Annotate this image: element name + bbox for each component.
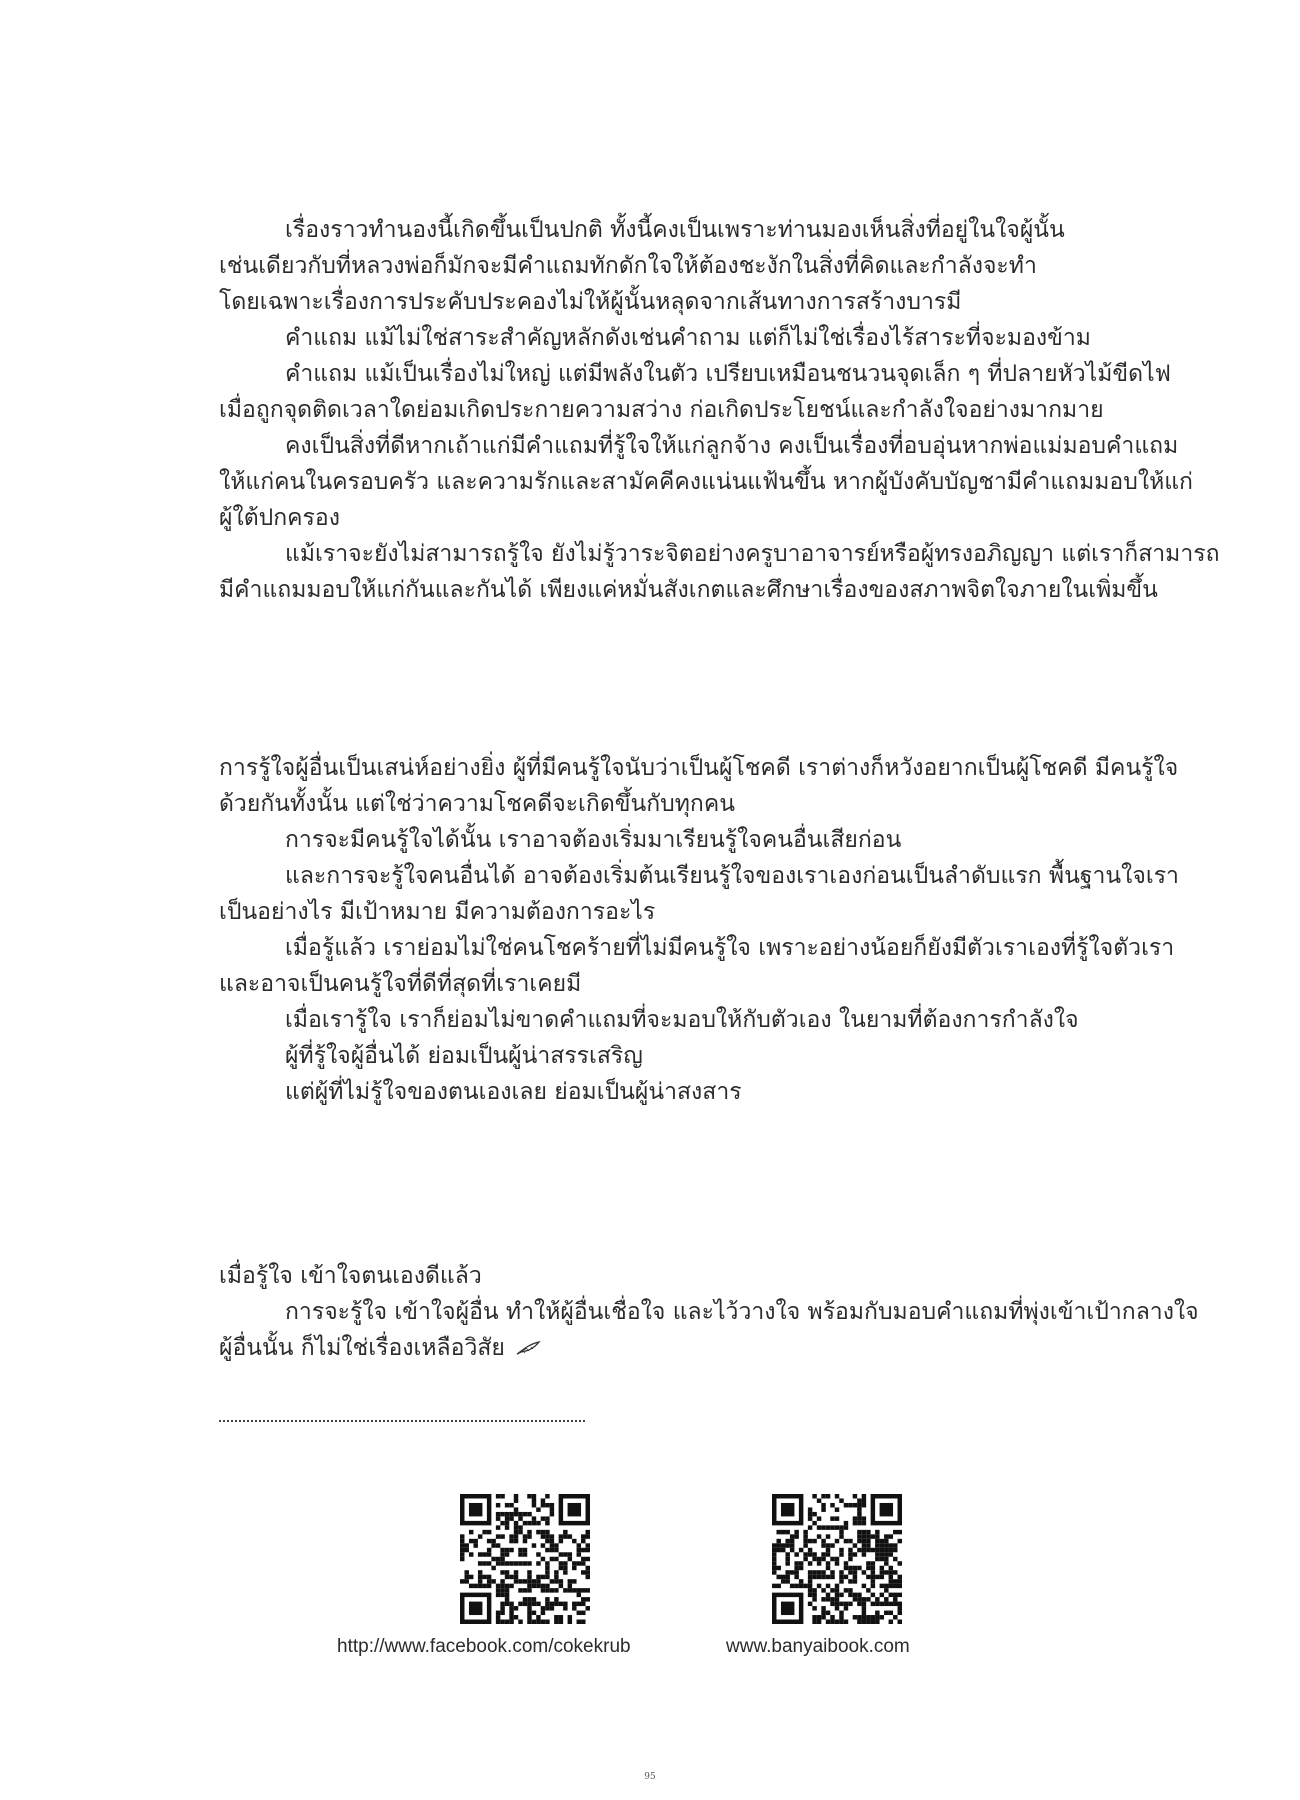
- paragraph-line: การรู้ใจผู้อื่นเป็นเสน่ห์อย่างยิ่ง ผู้ที่มีคนรู้ใจนับว่าเป็นผู้โชคดี เราต่างก็หวังอยากเป็นผู้โชคดี มีคนรู้ใจ: [219, 755, 1179, 781]
- paragraph-line: คงเป็นสิ่งที่ดีหากเถ้าแก่มีคำแถมที่รู้ใจให้แก่ลูกจ้าง คงเป็นเรื่องที่อบอุ่นหากพ่อแม่มอบคำแถม: [285, 433, 1179, 459]
- qr-code-icon: [772, 1494, 902, 1624]
- paragraph-line: การจะรู้ใจ เข้าใจผู้อื่น ทำให้ผู้อื่นเชื่อใจ และไว้วางใจ พร้อมกับมอบคำแถมที่พุ่งเข้าเป้ากลางใจ: [285, 1299, 1199, 1325]
- paragraph-line: มีคำแถมมอบให้แก่กันและกันได้ เพียงแค่หมั่นสังเกตและศึกษาเรื่องของสภาพจิตใจภายในเพิ่มขึ้น: [219, 577, 1158, 603]
- paragraph-line: เมื่อรู้แล้ว เราย่อมไม่ใช่คนโชคร้ายที่ไม่มีคนรู้ใจ เพราะอย่างน้อยก็ยังมีตัวเราเองที่รู้ใจตัวเรา: [285, 935, 1175, 961]
- paragraph-line: เมื่อถูกจุดติดเวลาใดย่อมเกิดประกายความสว่าง ก่อเกิดประโยชน์และกำลังใจอย่างมากมาย: [219, 397, 1104, 423]
- paragraph-line: เรื่องราวทำนองนี้เกิดขึ้นเป็นปกติ ทั้งนี้คงเป็นเพราะท่านมองเห็นสิ่งที่อยู่ในใจผู้นั้น: [285, 217, 1065, 243]
- dotted-divider: [219, 1408, 585, 1422]
- last-line-text: ผู้อื่นนั้น ก็ไม่ใช่เรื่องเหลือวิสัย: [219, 1335, 505, 1361]
- paragraph-line: และการจะรู้ใจคนอื่นได้ อาจต้องเริ่มต้นเรียนรู้ใจของเราเองก่อนเป็นลำดับแรก พื้นฐานใจเรา: [285, 863, 1179, 889]
- paragraph-line: ให้แก่คนในครอบครัว และความรักและสามัคคีคงแน่นแฟ้นขึ้น หากผู้บังคับบัญชามีคำแถมมอบให้แก่: [219, 469, 1193, 495]
- paragraph-line: การจะมีคนรู้ใจได้นั้น เราอาจต้องเริ่มมาเรียนรู้ใจคนอื่นเสียก่อน: [285, 827, 902, 853]
- paragraph-line: เมื่อเรารู้ใจ เราก็ย่อมไม่ขาดคำแถมที่จะมอบให้กับตัวเอง ในยามที่ต้องการกำลังใจ: [285, 1007, 1079, 1033]
- page-number: 95: [644, 1772, 656, 1782]
- paragraph-line: คำแถม แม้ไม่ใช่สาระสำคัญหลักดังเช่นคำถาม แต่ก็ไม่ใช่เรื่องไร้สาระที่จะมองข้าม: [285, 325, 1091, 351]
- paragraph-line: แม้เราจะยังไม่สามารถรู้ใจ ยังไม่รู้วาระจิตอย่างครูบาอาจารย์หรือผู้ทรงอภิญญา แต่เราก็สามารถ: [285, 541, 1220, 567]
- paragraph-line: และอาจเป็นคนรู้ใจที่ดีที่สุดที่เราเคยมี: [219, 971, 582, 997]
- paragraph-line: ผู้ที่รู้ใจผู้อื่นได้ ย่อมเป็นผู้น่าสรรเสริญ: [285, 1043, 643, 1069]
- paragraph-line: คำแถม แม้เป็นเรื่องไม่ใหญ่ แต่มีพลังในตัว เปรียบเหมือนชนวนจุดเล็ก ๆ ที่ปลายหัวไม้ขีดไฟ: [285, 361, 1171, 387]
- paragraph-line: ผู้ใต้ปกครอง: [219, 505, 340, 531]
- paragraph-line-last: [219, 1330, 541, 1366]
- paragraph-line: แต่ผู้ที่ไม่รู้ใจของตนเองเลย ย่อมเป็นผู้น่าสงสาร: [285, 1079, 742, 1105]
- feather-quill-icon: [515, 1331, 541, 1367]
- paragraph-line: เช่นเดียวกับที่หลวงพ่อก็มักจะมีคำแถมทักดักใจให้ต้องชะงักในสิ่งที่คิดและกำลังจะทำ: [219, 253, 1037, 279]
- website-url[interactable]: www.banyaibook.com: [726, 1636, 910, 1657]
- paragraph-line: ด้วยกันทั้งนั้น แต่ใช่ว่าความโชคดีจะเกิดขึ้นกับทุกคน: [219, 791, 735, 817]
- paragraph-line: เป็นอย่างไร มีเป้าหมาย มีความต้องการอะไร: [219, 899, 656, 925]
- qr-code-icon: [460, 1494, 590, 1624]
- paragraph-line: โดยเฉพาะเรื่องการประคับประคองไม่ให้ผู้นั้นหลุดจากเส้นทางการสร้างบารมี: [219, 289, 962, 315]
- facebook-url[interactable]: http://www.facebook.com/cokekrub: [337, 1636, 631, 1657]
- paragraph-line: เมื่อรู้ใจ เข้าใจตนเองดีแล้ว: [219, 1263, 482, 1289]
